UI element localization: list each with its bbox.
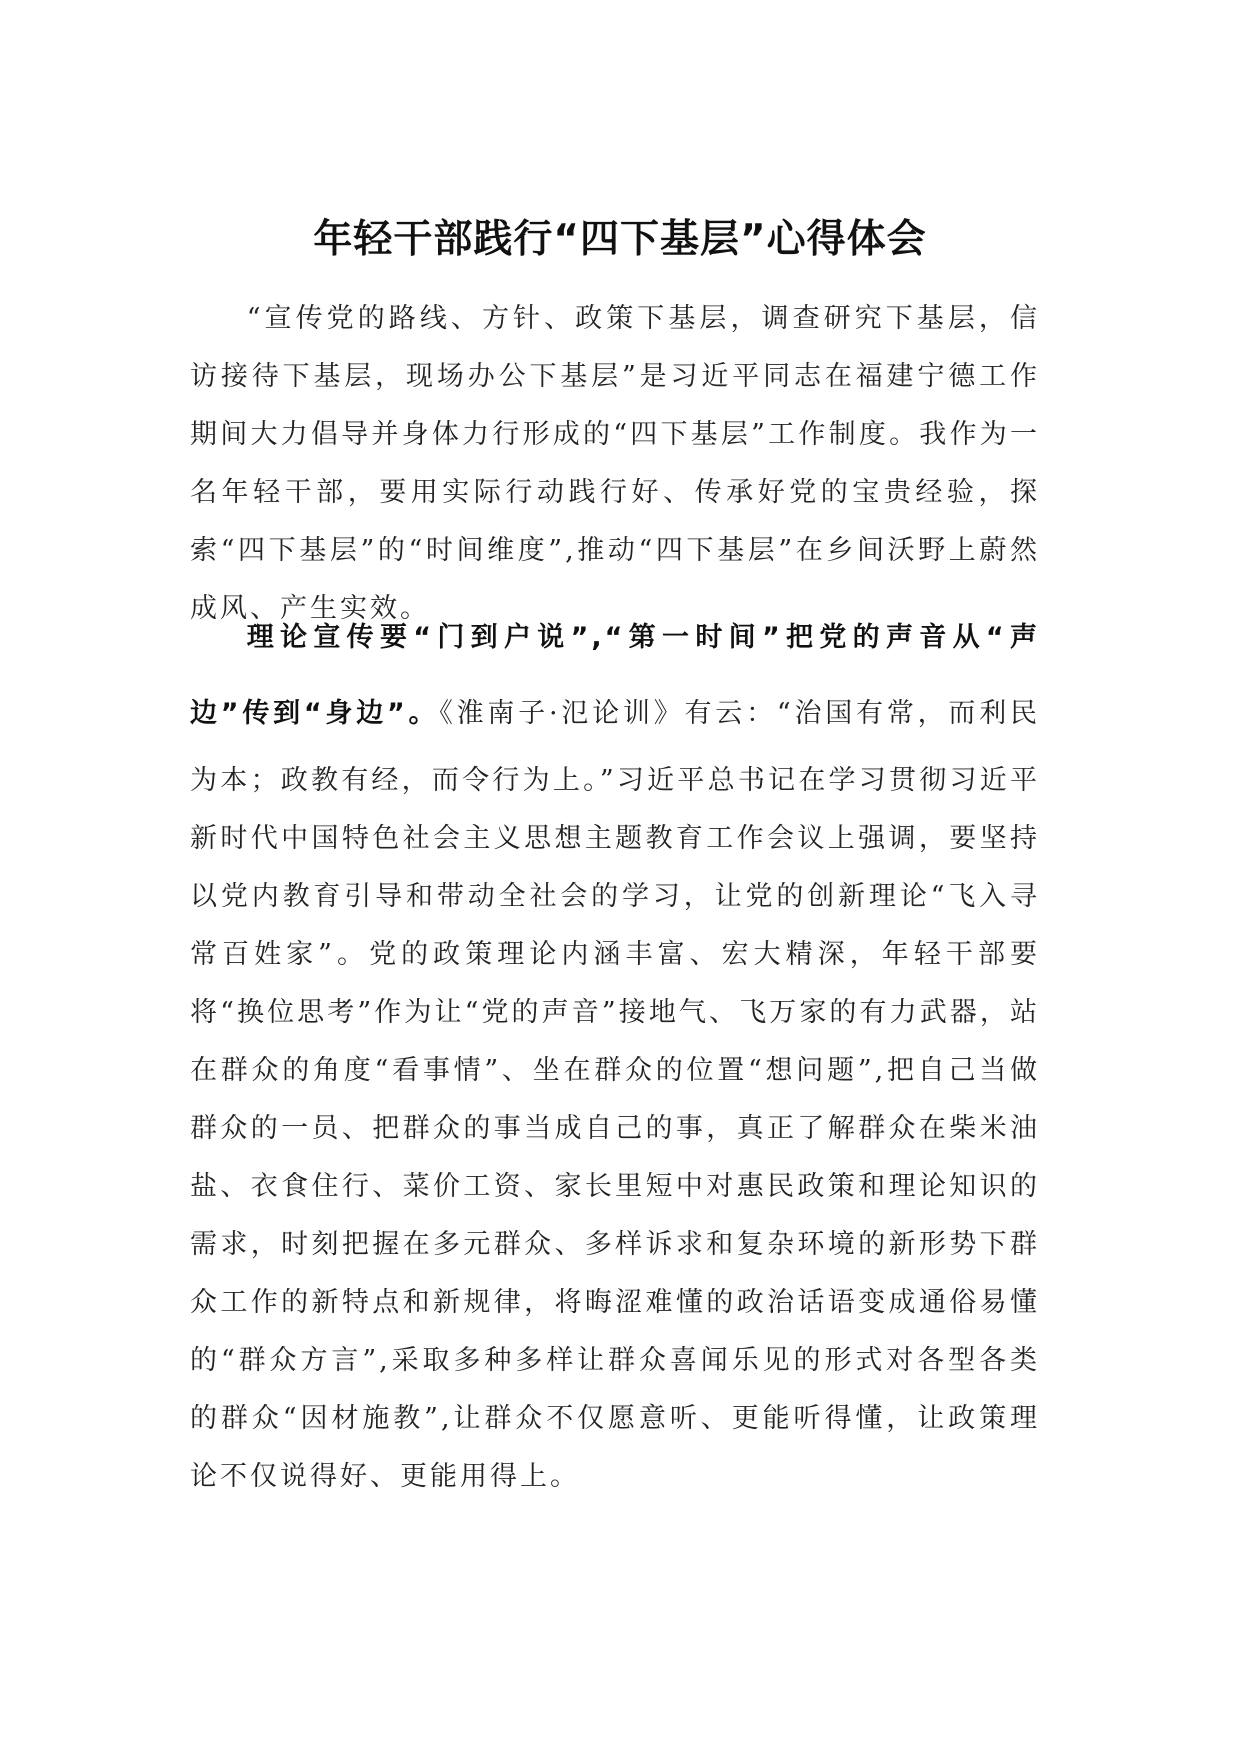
paragraph-intro-text: “宣传党的路线、方针、政策下基层，调查研究下基层，信访接待下基层，现场办公下基层”是习近平同志在福建宁德工作期间大力倡导并身体力行形成的“四下基层”工作制度。我作为一名年轻干部，要用实际行动践行好、传承好党的宝贵经验，探索“四下基层”的“时间维度”,推动“四下基层”在乡间沃野上蔚然成风、产生实效。 <box>190 303 1040 624</box>
paragraph-theory-propaganda <box>190 600 1040 1506</box>
paragraph-lead-heading: 理论宣传要“门到户说”,“第一时间”把党的声音从“声边”传到“身边”。 <box>190 622 1040 729</box>
document-title: 年轻干部践行“四下基层”心得体会 <box>313 217 927 263</box>
paragraph-body-text: 《淮南子·氾论训》有云：“治国有常，而利民为本；政教有经，而令行为上。”习近平总书记在学习贯彻习近平新时代中国特色社会主义思想主题教育工作会议上强调，要坚持以党内教育引导和带动全社会的学习，让党的创新理论“飞入寻常百姓家”。党的政策理论内涵丰富、宏大精深，年轻干部要将“换位思考”作为让“党的声音”接地气、飞万家的有力武器，站在群众的角度“看事情”、坐在群众的位置“想问题”,把自己当做群众的一员、把群众的事当成自己的事，真正了解群众在柴米油盐、衣食住行、菜价工资、家长里短中对惠民政策和理论知识的需求，时刻把握在多元群众、多样诉求和复杂环境的新形势下群众工作的新特点和新规律，将晦涩难懂的政治话语变成通俗易懂的“群众方言”,采取多种多样让群众喜闻乐见的形式对各型各类的群众“因材施教”,让群众不仅愿意听、更能听得懂，让政策理论不仅说得好、更能用得上。 <box>190 698 1040 1492</box>
paragraph-intro <box>190 290 1040 638</box>
